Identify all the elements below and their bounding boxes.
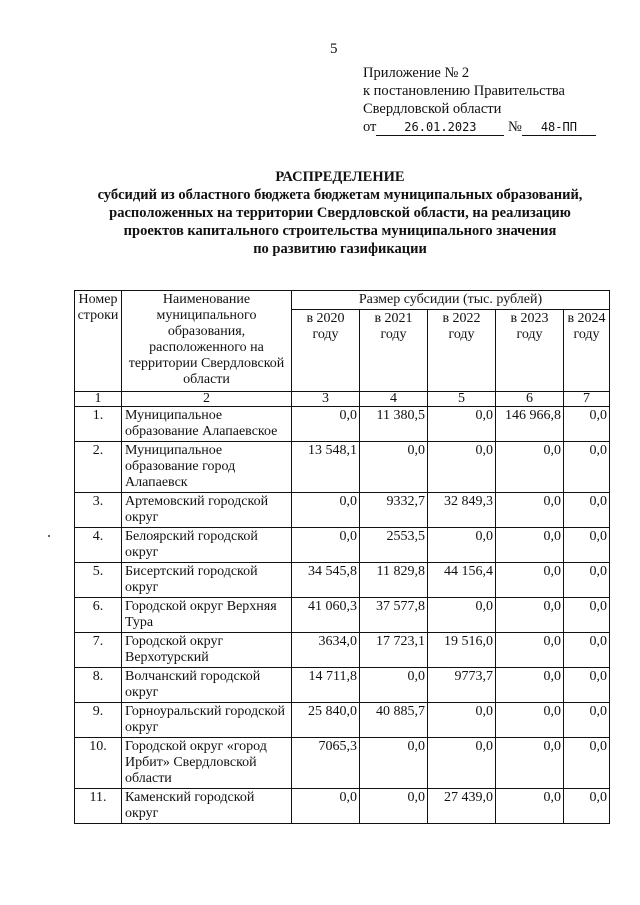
row-number-cell: 10. [75,738,122,789]
column-index: 3 [292,392,360,407]
appendix-line-1: Приложение № 2 [363,65,470,81]
document-title [60,168,620,258]
appendix-block [363,64,596,136]
value-2020-cell: 34 545,8 [292,563,360,598]
value-2022-cell: 32 849,3 [428,493,496,528]
table-row [75,598,610,633]
title-heading: РАСПРЕДЕЛЕНИЕ [275,169,405,185]
column-index: 5 [428,392,496,407]
value-2023-cell: 0,0 [496,633,564,668]
value-2024-cell: 0,0 [564,528,610,563]
row-number-cell: 5. [75,563,122,598]
value-2020-cell: 0,0 [292,789,360,824]
municipality-name-cell: Городской округ Верхотурский [122,633,292,668]
header-year-2023: в 2023 году [496,310,564,392]
value-2022-cell: 0,0 [428,442,496,493]
row-number-cell: 11. [75,789,122,824]
municipality-name-cell: Белоярский городской округ [122,528,292,563]
table-row [75,633,610,668]
date-prefix: от [363,119,377,135]
appendix-line-2: к постановлению Правительства [363,83,565,99]
row-number-cell: 3. [75,493,122,528]
header-year-2024: в 2024 году [564,310,610,392]
row-number-cell: 4. [75,528,122,563]
value-2024-cell: 0,0 [564,668,610,703]
value-2021-cell: 17 723,1 [360,633,428,668]
row-number-cell: 1. [75,407,122,442]
value-2023-cell: 0,0 [496,598,564,633]
value-2022-cell: 0,0 [428,738,496,789]
municipality-name-cell: Артемовский городской округ [122,493,292,528]
value-2022-cell: 9773,7 [428,668,496,703]
table-row [75,789,610,824]
table-row [75,738,610,789]
value-2020-cell: 0,0 [292,407,360,442]
value-2020-cell: 0,0 [292,528,360,563]
value-2021-cell: 2553,5 [360,528,428,563]
number-value: 48-ПП [522,120,596,136]
value-2023-cell: 0,0 [496,703,564,738]
value-2021-cell: 0,0 [360,442,428,493]
value-2021-cell: 37 577,8 [360,598,428,633]
value-2020-cell: 3634,0 [292,633,360,668]
value-2023-cell: 146 966,8 [496,407,564,442]
title-line-4: по развитию газификации [253,241,427,257]
municipality-name-cell: Городской округ «город Ирбит» Свердловской области [122,738,292,789]
value-2024-cell: 0,0 [564,703,610,738]
table-row [75,493,610,528]
value-2020-cell: 0,0 [292,493,360,528]
value-2024-cell: 0,0 [564,442,610,493]
value-2021-cell: 0,0 [360,668,428,703]
table-row [75,442,610,493]
value-2022-cell: 0,0 [428,528,496,563]
subsidy-table [74,290,610,824]
value-2024-cell: 0,0 [564,789,610,824]
value-2021-cell: 0,0 [360,789,428,824]
value-2023-cell: 0,0 [496,528,564,563]
value-2023-cell: 0,0 [496,738,564,789]
column-index: 6 [496,392,564,407]
value-2023-cell: 0,0 [496,442,564,493]
municipality-name-cell: Муниципальное образование город Алапаевск [122,442,292,493]
title-line-1: субсидий из областного бюджета бюджетам муниципальных образований, [97,187,583,203]
value-2021-cell: 40 885,7 [360,703,428,738]
row-number-cell: 9. [75,703,122,738]
appendix-date-line [363,118,596,136]
header-year-2022: в 2022 году [428,310,496,392]
value-2022-cell: 44 156,4 [428,563,496,598]
value-2020-cell: 14 711,8 [292,668,360,703]
value-2023-cell: 0,0 [496,563,564,598]
row-number-cell: 8. [75,668,122,703]
title-line-2: расположенных на территории Свердловской области, на реализацию [109,205,571,221]
number-prefix: № [508,119,522,135]
table-row [75,407,610,442]
value-2023-cell: 0,0 [496,493,564,528]
value-2021-cell: 11 829,8 [360,563,428,598]
column-index: 4 [360,392,428,407]
municipality-name-cell: Городской округ Верхняя Тура [122,598,292,633]
column-index: 2 [122,392,292,407]
header-year-2020: в 2020 году [292,310,360,392]
value-2022-cell: 0,0 [428,598,496,633]
table-row [75,668,610,703]
value-2020-cell: 7065,3 [292,738,360,789]
column-index: 1 [75,392,122,407]
column-index-row [75,392,610,407]
row-number-cell: 2. [75,442,122,493]
title-line-3: проектов капитального строительства муниципального значения [123,223,557,239]
appendix-line-3: Свердловской области [363,101,502,117]
header-row-number: Номер строки [75,291,122,392]
value-2023-cell: 0,0 [496,668,564,703]
date-value: 26.01.2023 [376,120,504,136]
row-number-cell: 6. [75,598,122,633]
row-number-cell: 7. [75,633,122,668]
value-2022-cell: 27 439,0 [428,789,496,824]
value-2022-cell: 0,0 [428,407,496,442]
table-row [75,563,610,598]
value-2024-cell: 0,0 [564,493,610,528]
value-2020-cell: 25 840,0 [292,703,360,738]
municipality-name-cell: Горноуральский городской округ [122,703,292,738]
value-2021-cell: 9332,7 [360,493,428,528]
column-index: 7 [564,392,610,407]
header-year-2021: в 2021 году [360,310,428,392]
value-2022-cell: 19 516,0 [428,633,496,668]
municipality-name-cell: Каменский городской округ [122,789,292,824]
municipality-name-cell: Муниципальное образование Алапаевское [122,407,292,442]
value-2024-cell: 0,0 [564,633,610,668]
value-2024-cell: 0,0 [564,598,610,633]
value-2021-cell: 11 380,5 [360,407,428,442]
value-2024-cell: 0,0 [564,563,610,598]
page-number: 5 [330,41,338,57]
table-row [75,528,610,563]
value-2024-cell: 0,0 [564,407,610,442]
value-2020-cell: 13 548,1 [292,442,360,493]
value-2020-cell: 41 060,3 [292,598,360,633]
value-2021-cell: 0,0 [360,738,428,789]
header-subsidy-size: Размер субсидии (тыс. рублей) [292,291,610,310]
value-2022-cell: 0,0 [428,703,496,738]
header-name: Наименование муниципального образования, расположенного на территории Свердловской области [122,291,292,392]
value-2023-cell: 0,0 [496,789,564,824]
value-2024-cell: 0,0 [564,738,610,789]
municipality-name-cell: Волчанский городской округ [122,668,292,703]
table-row [75,703,610,738]
scan-speck [48,535,50,537]
municipality-name-cell: Бисертский городской округ [122,563,292,598]
